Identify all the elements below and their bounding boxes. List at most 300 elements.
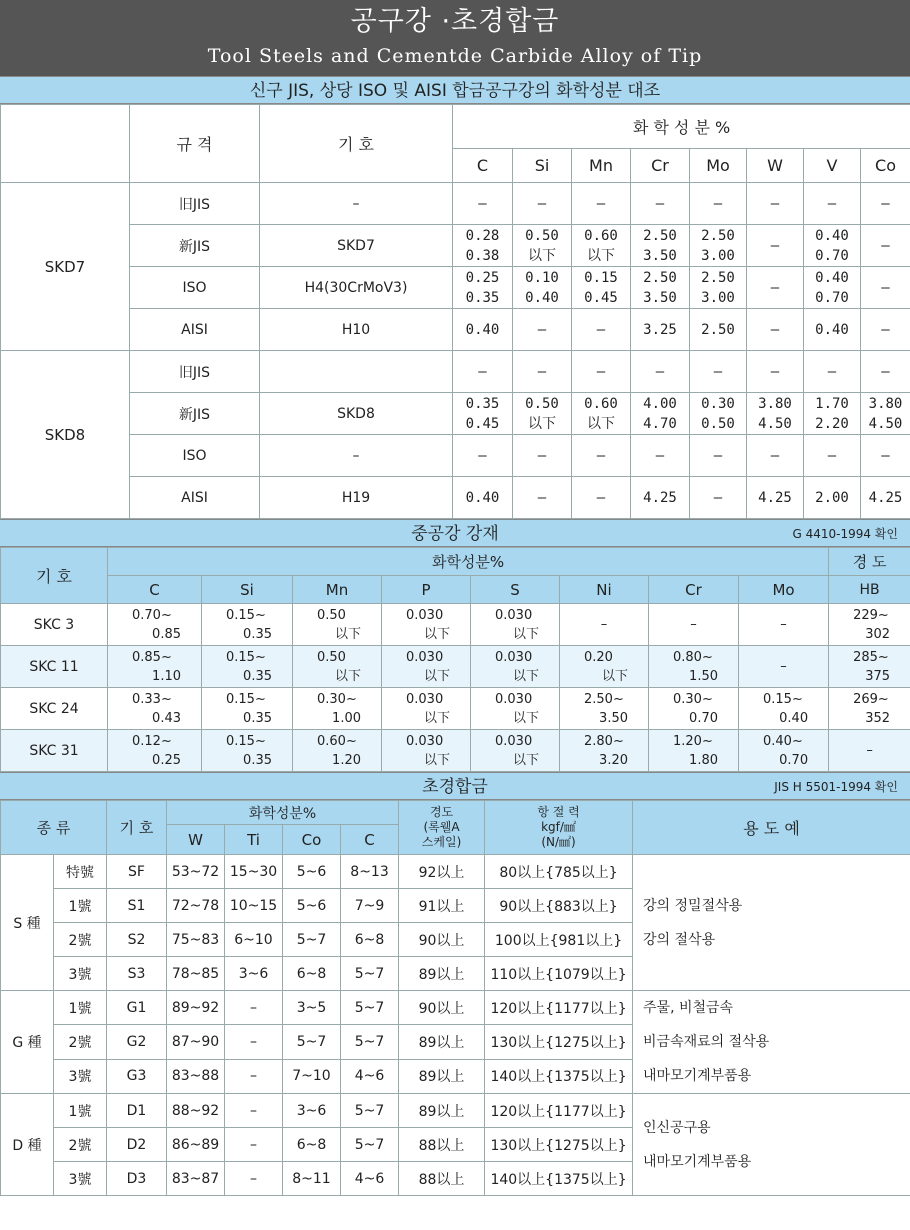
hardness-cell: 90以上	[399, 991, 485, 1025]
value-cell	[513, 393, 572, 435]
value-line1: 0.030	[495, 691, 533, 707]
strength-cell: 110以上{1079以上}	[485, 957, 633, 991]
value-line2: 0.25	[152, 752, 181, 768]
value-cell: –	[572, 435, 631, 477]
value-line2: 1.00	[332, 710, 361, 726]
value-cell: 5~7	[283, 923, 341, 957]
kind-header: 종 류	[1, 801, 107, 855]
value-cell: –	[225, 1059, 283, 1093]
value-line2: 1.80	[689, 752, 718, 768]
value-cell: –	[513, 477, 572, 519]
value-cell	[453, 225, 513, 267]
table-row	[1, 435, 910, 477]
value-cell: 5~7	[341, 1025, 399, 1059]
value-cell	[453, 393, 513, 435]
value-cell: –	[513, 309, 572, 351]
value-line1: 0.85~	[132, 649, 172, 665]
value-cell	[108, 730, 202, 772]
hollow-steel-table	[0, 547, 910, 772]
value-max: 3.00	[701, 247, 735, 264]
value-line2: 以下	[334, 668, 361, 684]
symbol-cell: G1	[107, 991, 167, 1025]
value-max: 4.50	[868, 415, 903, 432]
value-line1: 0.15~	[763, 691, 803, 707]
hb-cell: –	[829, 730, 910, 772]
grade-cell: SKD8	[1, 351, 130, 519]
value-line1: 0.030	[495, 733, 533, 749]
use-line: 주물, 비철금속	[643, 1000, 734, 1016]
value-cell: –	[861, 351, 910, 393]
value-line2: 0.43	[152, 710, 181, 726]
chem-col-header: C	[453, 149, 513, 183]
grade-no-cell: 2號	[54, 923, 107, 957]
value-cell: 3~5	[283, 991, 341, 1025]
symbol-cell: –	[260, 435, 453, 477]
symbol-cell: SKD8	[260, 393, 453, 435]
value-cell: –	[747, 435, 804, 477]
grade-no-cell: 1號	[54, 1094, 107, 1128]
value-min: 0.35	[465, 395, 500, 412]
chem-col-header: W	[747, 149, 804, 183]
use-cell	[633, 855, 910, 991]
value-max: 以下	[587, 247, 615, 264]
value-line2: 以下	[512, 752, 539, 768]
value-cell	[631, 393, 690, 435]
chem-col-header: Mo	[690, 149, 747, 183]
value-cell	[631, 225, 690, 267]
strength-cell: 90以上{883以上}	[485, 889, 633, 923]
grade-no-cell: 1號	[54, 991, 107, 1025]
hardness-header: 경 도	[829, 548, 910, 576]
value-cell	[804, 267, 861, 309]
value-cell: –	[572, 351, 631, 393]
value-cell: 8~13	[341, 855, 399, 889]
chem-col-header: Si	[202, 576, 293, 604]
hb-cell	[829, 604, 910, 646]
grade-no-cell: 2號	[54, 1025, 107, 1059]
value-cell	[649, 730, 739, 772]
value-max: 0.50	[701, 415, 735, 432]
value-line1: 0.30~	[317, 691, 357, 707]
value-cell: 0.40	[804, 309, 861, 351]
value-cell: –	[631, 183, 690, 225]
symbol-cell: SKC 24	[1, 688, 108, 730]
value-max: 以下	[587, 415, 615, 432]
value-line2: 0.35	[243, 710, 272, 726]
symbol-cell: SKC 3	[1, 604, 108, 646]
section3-title: 초경합금 JIS H 5501-1994 확인	[0, 772, 910, 800]
value-cell: 2.00	[804, 477, 861, 519]
value-line1: 1.20~	[673, 733, 713, 749]
value-max: 0.40	[525, 289, 559, 306]
value-line1: 0.12~	[132, 733, 172, 749]
value-line2: 以下	[512, 710, 539, 726]
value-cell	[690, 393, 747, 435]
chem-col-header: C	[108, 576, 202, 604]
value-cell: 0.40	[453, 309, 513, 351]
value-cell	[572, 393, 631, 435]
value-line1: 0.33~	[132, 691, 172, 707]
symbol-cell: D3	[107, 1162, 167, 1196]
value-max: 4.50	[758, 415, 792, 432]
hardness-cell: 90以上	[399, 923, 485, 957]
value-cell: 5~7	[341, 1094, 399, 1128]
hardness-cell: 92以上	[399, 855, 485, 889]
value-cell: –	[747, 351, 804, 393]
hb-cell	[829, 646, 910, 688]
value-line1: 0.20	[584, 649, 613, 665]
grade-no-cell: 3號	[54, 1059, 107, 1093]
value-max: 0.35	[465, 289, 500, 306]
value-line2: 以下	[512, 668, 539, 684]
value-line2: 0.70	[779, 752, 809, 768]
grade-no-cell: 3號	[54, 1162, 107, 1196]
value-line1: 0.40~	[763, 733, 803, 749]
table-row	[1, 730, 910, 772]
standard-cell: AISI	[130, 309, 260, 351]
grade-no-cell: 1號	[54, 889, 107, 923]
value-line1: 2.80~	[584, 733, 624, 749]
value-cell	[453, 267, 513, 309]
chem-col-header: Mn	[572, 149, 631, 183]
value-cell: 5~6	[283, 889, 341, 923]
table-row	[1, 991, 910, 1025]
value-cell	[560, 688, 649, 730]
strength-header: 항 절 력 kgf/㎟ (N/㎟)	[485, 801, 633, 855]
value-cell	[560, 646, 649, 688]
use-line: 강의 정밀절삭용	[643, 897, 743, 914]
value-line2: 0.85	[152, 626, 181, 642]
jis-iso-aisi-table	[0, 104, 910, 519]
hardness-cell: 89以上	[399, 1094, 485, 1128]
value-min: 2.50	[643, 227, 677, 244]
strength-cell: 130以上{1275以上}	[485, 1025, 633, 1059]
section2-ref: G 4410-1994 확인	[792, 527, 898, 541]
value-cell: –	[861, 309, 910, 351]
value-cell: 5~6	[283, 855, 341, 889]
value-max: 0.38	[465, 247, 500, 264]
hardness-cell: 88以上	[399, 1162, 485, 1196]
value-line1: 285~	[853, 649, 889, 665]
table-row	[1, 351, 910, 393]
value-line1: 2.50~	[584, 691, 624, 707]
value-min: 2.50	[701, 227, 735, 244]
value-min: 0.30	[701, 395, 735, 412]
value-cell: –	[225, 1025, 283, 1059]
value-line1: 0.15~	[226, 649, 266, 665]
value-line1: 0.030	[406, 691, 444, 707]
value-cell	[382, 604, 471, 646]
value-cell: 15~30	[225, 855, 283, 889]
value-cell	[382, 688, 471, 730]
table-row	[1, 477, 910, 519]
symbol-cell: –	[260, 183, 453, 225]
value-max: 4.70	[643, 415, 677, 432]
strength-cell: 120以上{1177以上}	[485, 991, 633, 1025]
symbol-cell: SF	[107, 855, 167, 889]
value-line2: 以下	[423, 710, 450, 726]
value-min: 0.50	[525, 395, 559, 412]
value-cell: 5~7	[341, 957, 399, 991]
symbol-cell: H19	[260, 477, 453, 519]
value-min: 0.10	[525, 269, 559, 286]
value-line1: 0.030	[406, 607, 444, 623]
value-cell: –	[572, 477, 631, 519]
value-cell: 72~78	[167, 889, 225, 923]
value-cell: 6~8	[341, 923, 399, 957]
value-max: 以下	[528, 415, 556, 432]
chem-col-header: Co	[283, 825, 341, 855]
value-cell	[739, 730, 829, 772]
chem-col-header: W	[167, 825, 225, 855]
value-cell: –	[804, 351, 861, 393]
value-cell	[382, 646, 471, 688]
hardness-cell: 91以上	[399, 889, 485, 923]
value-min: 0.40	[815, 227, 849, 244]
section2-title: 중공강 강재 G 4410-1994 확인	[0, 519, 910, 547]
value-cell: 4~6	[341, 1059, 399, 1093]
value-cell: –	[861, 435, 910, 477]
value-min: 3.80	[758, 395, 792, 412]
value-min: 0.25	[465, 269, 500, 286]
value-cell: 83~87	[167, 1162, 225, 1196]
value-cell	[202, 646, 293, 688]
chem-col-header: Ti	[225, 825, 283, 855]
value-line2: 3.20	[599, 752, 628, 768]
value-cell: –	[747, 225, 804, 267]
value-cell: 89~92	[167, 991, 225, 1025]
chem-col-header: Mn	[293, 576, 382, 604]
value-line2: 以下	[423, 752, 450, 768]
value-cell	[513, 267, 572, 309]
value-cell: 75~83	[167, 923, 225, 957]
value-cell: –	[631, 351, 690, 393]
value-cell: –	[225, 1162, 283, 1196]
value-min: 0.40	[815, 269, 849, 286]
value-cell	[804, 393, 861, 435]
value-cell	[471, 646, 560, 688]
standard-cell: 新JIS	[130, 393, 260, 435]
symbol-header: 기 호	[260, 105, 453, 183]
strength-cell: 120以上{1177以上}	[485, 1094, 633, 1128]
value-cell: 5~7	[341, 991, 399, 1025]
value-cell: 6~8	[283, 957, 341, 991]
value-cell: –	[453, 435, 513, 477]
value-min: 3.80	[868, 395, 903, 412]
symbol-cell: D1	[107, 1094, 167, 1128]
value-cell	[471, 688, 560, 730]
value-line2: 352	[865, 710, 891, 726]
value-line2: 0.70	[689, 710, 718, 726]
value-cell: –	[225, 991, 283, 1025]
strength-cell: 140以上{1375以上}	[485, 1059, 633, 1093]
symbol-cell: H10	[260, 309, 453, 351]
value-cell	[108, 604, 202, 646]
value-line1: 0.15~	[226, 733, 266, 749]
value-line1: 0.030	[406, 733, 444, 749]
value-line2: 以下	[423, 668, 450, 684]
page-title-en: Tool Steels and Cementde Carbide Alloy of Tip	[207, 45, 703, 67]
value-line2: 以下	[423, 626, 450, 642]
value-line2: 0.35	[243, 668, 272, 684]
value-cell: 8~11	[283, 1162, 341, 1196]
value-min: 0.28	[465, 227, 500, 244]
value-line2: 0.35	[243, 626, 272, 642]
hardness-header: 경도 (록웰A 스케일)	[399, 801, 485, 855]
value-line2: 以下	[601, 668, 628, 684]
table-row	[1, 855, 910, 889]
hardness-cell: 89以上	[399, 1025, 485, 1059]
use-line: 인신공구용	[643, 1119, 711, 1136]
value-cell	[471, 730, 560, 772]
value-max: 0.70	[815, 247, 849, 264]
use-line: 강의 절삭용	[643, 931, 716, 948]
value-cell: –	[739, 646, 829, 688]
standard-cell: AISI	[130, 477, 260, 519]
value-cell	[293, 688, 382, 730]
value-line2: 以下	[512, 626, 539, 642]
section1-title: 신구 JIS, 상당 ISO 및 AISI 합금공구강의 화학성분 대조	[0, 76, 910, 104]
strength-cell: 100以上{981以上}	[485, 923, 633, 957]
sym-header: 기 호	[107, 801, 167, 855]
value-cell	[108, 688, 202, 730]
value-min: 0.15	[584, 269, 618, 286]
value-cell: 88~92	[167, 1094, 225, 1128]
section3-ref: JIS H 5501-1994 확인	[774, 780, 898, 794]
value-cell: –	[861, 267, 910, 309]
strength-cell: 140以上{1375以上}	[485, 1162, 633, 1196]
value-max: 0.70	[815, 289, 849, 306]
value-cell: –	[513, 351, 572, 393]
value-cell: 7~10	[283, 1059, 341, 1093]
value-cell: 86~89	[167, 1128, 225, 1162]
value-line2: 0.35	[243, 752, 272, 768]
hardness-cell: 88以上	[399, 1128, 485, 1162]
value-cell: –	[747, 309, 804, 351]
value-min: 4.00	[643, 395, 677, 412]
value-cell: –	[572, 309, 631, 351]
symbol-cell: D2	[107, 1128, 167, 1162]
value-cell	[293, 730, 382, 772]
symbol-cell: SKD7	[260, 225, 453, 267]
table-row	[1, 1094, 910, 1128]
table-row	[1, 604, 910, 646]
table-row	[1, 183, 910, 225]
value-cell	[293, 604, 382, 646]
grade-no-cell: 3號	[54, 957, 107, 991]
page-header	[0, 0, 910, 76]
chem-header: 화학성분%	[167, 801, 399, 825]
value-cell: 5~7	[283, 1025, 341, 1059]
chem-col-header: C	[341, 825, 399, 855]
hb-cell	[829, 688, 910, 730]
value-max: 以下	[528, 247, 556, 264]
value-cell	[293, 646, 382, 688]
standard-cell: 新JIS	[130, 225, 260, 267]
grade-cell: SKD7	[1, 183, 130, 351]
symbol-cell: SKC 31	[1, 730, 108, 772]
value-cell	[202, 688, 293, 730]
value-cell: –	[804, 435, 861, 477]
value-cell: –	[747, 267, 804, 309]
value-cell	[690, 267, 747, 309]
chem-col-header: Si	[513, 149, 572, 183]
value-cell: 3.25	[631, 309, 690, 351]
value-cell: 6~10	[225, 923, 283, 957]
carbide-table	[0, 800, 910, 1196]
value-line1: 0.30~	[673, 691, 713, 707]
value-cell: –	[739, 604, 829, 646]
value-cell	[649, 646, 739, 688]
value-cell: –	[513, 183, 572, 225]
value-cell	[747, 393, 804, 435]
table-row	[1, 688, 910, 730]
value-cell	[572, 267, 631, 309]
symbol-cell: S1	[107, 889, 167, 923]
value-max: 3.50	[643, 289, 677, 306]
chem-col-header: P	[382, 576, 471, 604]
value-min: 1.70	[815, 395, 849, 412]
value-cell: –	[690, 183, 747, 225]
value-line1: 0.030	[495, 607, 533, 623]
value-line1: 229~	[853, 607, 889, 623]
value-line2: 1.50	[689, 668, 718, 684]
value-cell: 3~6	[225, 957, 283, 991]
value-line1: 269~	[853, 691, 889, 707]
kind-cell: S 種	[1, 855, 54, 991]
value-cell: 78~85	[167, 957, 225, 991]
value-line2: 375	[865, 668, 891, 684]
value-cell: 4.25	[747, 477, 804, 519]
value-cell	[202, 730, 293, 772]
value-cell: –	[690, 351, 747, 393]
value-cell: –	[225, 1094, 283, 1128]
symbol-cell: S3	[107, 957, 167, 991]
value-cell: 4~6	[341, 1162, 399, 1196]
hardness-cell: 89以上	[399, 957, 485, 991]
value-cell: –	[690, 435, 747, 477]
symbol-cell: SKC 11	[1, 646, 108, 688]
value-line1: 0.60~	[317, 733, 357, 749]
hardness-cell: 89以上	[399, 1059, 485, 1093]
symbol-cell: H4(30CrMoV3)	[260, 267, 453, 309]
value-max: 0.45	[465, 415, 500, 432]
value-cell: –	[649, 604, 739, 646]
value-min: 0.60	[584, 227, 618, 244]
value-cell: –	[747, 183, 804, 225]
value-cell	[631, 267, 690, 309]
value-cell: –	[631, 435, 690, 477]
value-cell	[202, 604, 293, 646]
value-cell: 5~7	[341, 1128, 399, 1162]
value-line1: 0.15~	[226, 607, 266, 623]
value-cell: –	[861, 225, 910, 267]
value-line2: 3.50	[599, 710, 628, 726]
value-cell	[649, 688, 739, 730]
table-row	[1, 646, 910, 688]
value-max: 3.50	[643, 247, 677, 264]
value-cell	[739, 688, 829, 730]
value-cell: –	[572, 183, 631, 225]
chem-col-header: Cr	[631, 149, 690, 183]
page-title-ko: 공구강 ·초경합금	[350, 6, 560, 37]
hb-header: HB	[829, 576, 910, 604]
value-line1: 0.70~	[132, 607, 172, 623]
table-row	[1, 309, 910, 351]
kind-cell: D 種	[1, 1094, 54, 1196]
value-cell	[513, 225, 572, 267]
value-cell: 4.25	[861, 477, 910, 519]
